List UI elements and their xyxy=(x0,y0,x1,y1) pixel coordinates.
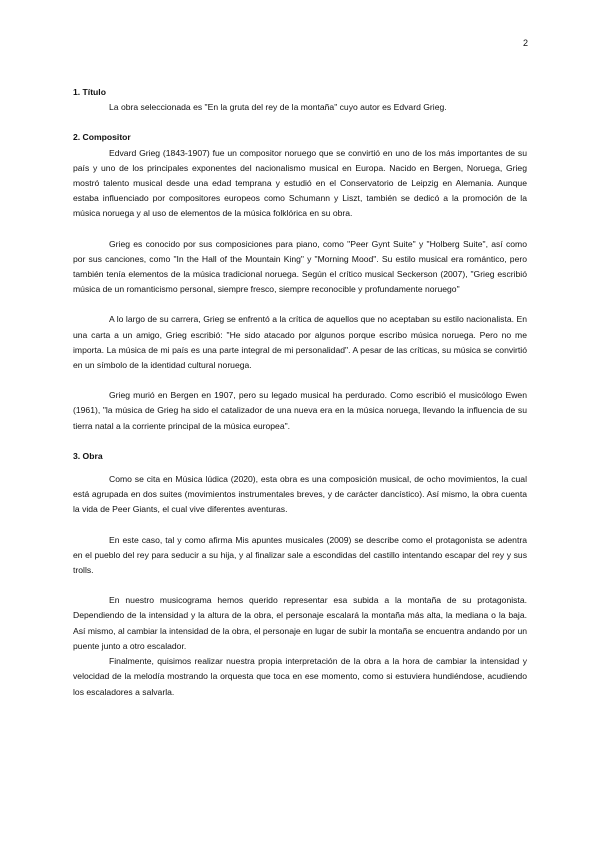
section-heading-compositor: 2. Compositor xyxy=(73,132,131,143)
paragraph: Finalmente, quisimos realizar nuestra propia interpretación de la obra a la hora de cambiar la intensidad y velocidad de la melodía mostrando la orquesta que toca en ese momento, como si estuviera hundiéndose, acudiendo los escaladores a salvarla. xyxy=(73,656,527,697)
paragraph: Grieg es conocido por sus composiciones para piano, como "Peer Gynt Suite" y "Holberg Suite", así como por sus canciones, como "In the Hall of the Mountain King" y "Morning Mood". Su estilo musical era romántico, pero también tenía elementos de la música tradicional noruega. Según el crítico musical Seckerson (2007), "Grieg escribió música de un romanticismo personal, siempre fresco, siempre reconocible y profundamente noruego" xyxy=(73,238,527,295)
document-body xyxy=(73,85,527,700)
section-heading-obra: 3. Obra xyxy=(73,450,103,461)
page-number: 2 xyxy=(522,38,528,48)
paragraph: A lo largo de su carrera, Grieg se enfrentó a la crítica de aquellos que no aceptaban su estilo nacionalista. En una carta a un amigo, Grieg escribió: "He sido atacado por algunos porque escribo música noruega. Pero no me importa. La música de mi país es una parte integral de mi personalidad". A pesar de las críticas, su música se convirtió en un símbolo de la identidad cultural noruega. xyxy=(73,314,527,371)
paragraph: La obra seleccionada es "En la gruta del rey de la montaña" cuyo autor es Edvard Grieg. xyxy=(109,102,447,113)
paragraph: En nuestro musicograma hemos querido representar esa subida a la montaña de su protagonista. Dependiendo de la intensidad y la altura de la obra, el personaje escalará la montaña más alta, la mediana o la baja. Así mismo, al cambiar la intensidad de la obra, el personaje en lugar de subir la montaña se encuentra andando por un puente junto a otro escalador. xyxy=(73,595,527,651)
paragraph: Grieg murió en Bergen en 1907, pero su legado musical ha perdurado. Como escribió el musicólogo Ewen (1961), "la música de Grieg ha sido el catalizador de una nueva era en la música noruega, llevando la influencia de su tierra natal a la corriente principal de la música europea". xyxy=(73,390,527,431)
section-heading-titulo: 1. Título xyxy=(73,87,106,97)
paragraph: Edvard Grieg (1843-1907) fue un compositor noruego que se convirtió en uno de los más importantes de su país y uno de los principales exponentes del nacionalismo musical en Europa. Nacido en Bergen, Noruega, Grieg mostró talento musical desde una edad temprana y estudió en el Conservatorio de Leipzig en Alemania. Aunque estaba influenciado por compositores europeos como Schumann y Liszt, también se dedicó a la promoción de la música noruega y al uso de elementos de la música folklórica en su obra. xyxy=(73,147,527,219)
paragraph: Como se cita en Música lúdica (2020), esta obra es una composición musical, de ocho movimientos, la cual está agrupada en dos suites (movimientos instrumentales breves, y de carácter dancístico). Así mismo, la obra cuenta la vida de Peer Giants, el cual vive diferentes aventuras. xyxy=(73,474,527,515)
paragraph: En este caso, tal y como afirma Mis apuntes musicales (2009) se describe como el protagonista se adentra en el pueblo del rey para seducir a su hija, y al finalizar sale a escondidas del castillo intentando escapar del rey y sus trolls. xyxy=(73,534,527,576)
